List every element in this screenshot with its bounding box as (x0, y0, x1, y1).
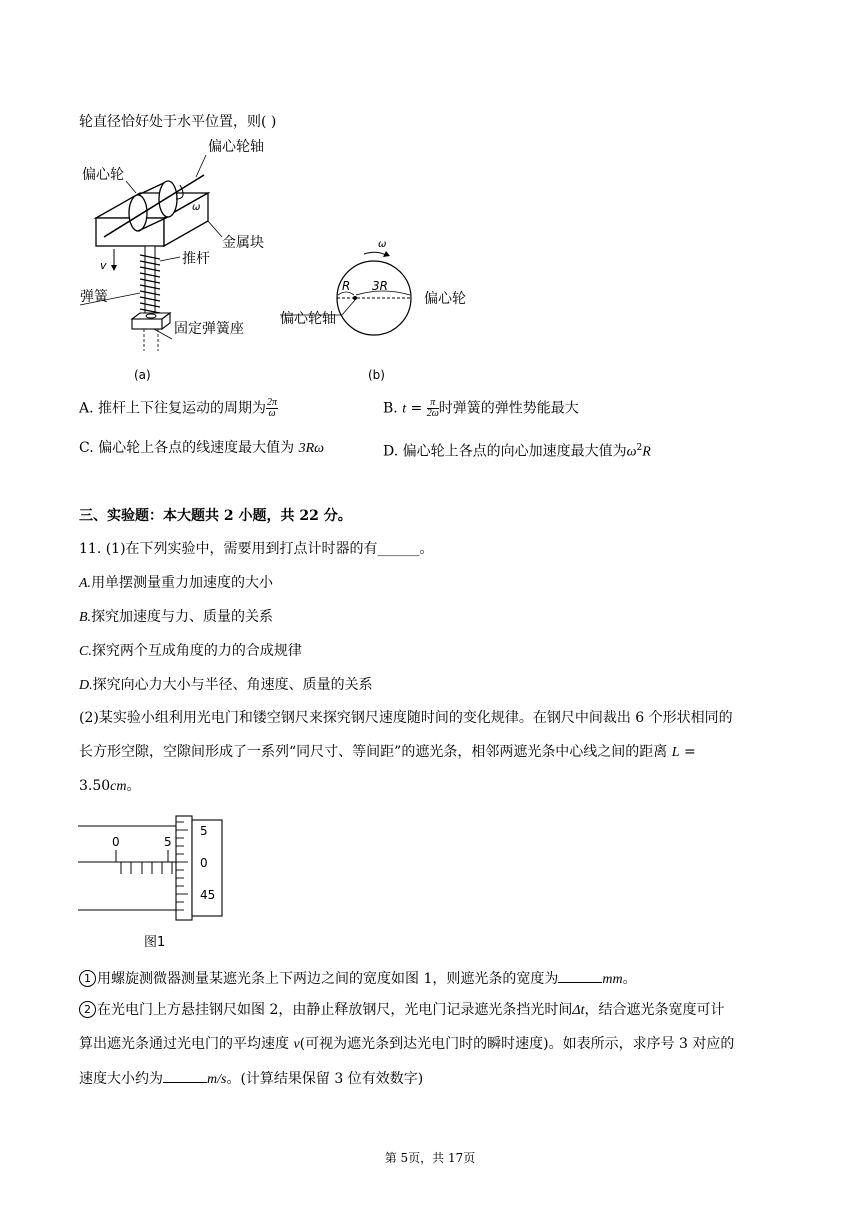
section-3-heading: 三、实验题：本大题共 2 小题，共 22 分。 (79, 508, 352, 524)
figure-a-eccentric-wheel-apparatus (76, 133, 296, 383)
fig-b-label-wheel: 偏心轮 (424, 291, 466, 307)
fig-a-label-rod: 推杆 (182, 251, 210, 267)
option-d-r: R (642, 444, 651, 460)
sub2-line1-end: ，结合遮光条宽度可计 (584, 1002, 725, 1018)
question-10-stem-tail: 轮直径恰好处于水平位置，则( ) (79, 114, 277, 130)
fig-b-label-axle: 偏心轮轴 (280, 311, 336, 327)
fig1-thimble-5: 5 (200, 824, 208, 838)
sub-question-2-line2 (79, 1034, 734, 1055)
circle-number-1: 1 (79, 970, 96, 987)
fig1-caption: 图1 (144, 935, 166, 950)
choice-c (79, 641, 302, 662)
option-c-text: C. 偏心轮上各点的线速度最大值为 (79, 440, 299, 456)
answer-blank-width[interactable] (558, 968, 602, 983)
fig-a-v: v (100, 259, 107, 272)
choice-a-letter: A. (79, 576, 92, 591)
option-b-text: 时弹簧的弹性势能最大 (438, 400, 579, 417)
choice-b-text: 探究加速度与力、质量的关系 (91, 609, 274, 625)
figure-b-wheel-cross-section (276, 233, 496, 383)
choice-b (79, 607, 273, 628)
choice-d-text: 探究向心力大小与半径、角速度、质量的关系 (92, 677, 373, 693)
fig-a-label-seat: 固定弹簧座 (174, 321, 244, 337)
part2-L: L (671, 745, 680, 760)
sub2-line1-text: 在光电门上方悬挂钢尺如图 2，由静止释放钢尺，光电门记录遮光条挡光时间 (97, 1002, 573, 1018)
sub1-text: 用螺旋测微器测量某遮光条上下两边之间的宽度如图 1，则遮光条的宽度为 (97, 971, 559, 987)
part2-unit: cm (110, 779, 127, 794)
option-a-den: ω (268, 408, 276, 419)
fig-b-omega: ω (378, 239, 387, 250)
fig-a-label-wheel: 偏心轮 (82, 167, 124, 183)
sub2-line2-text: 算出遮光条通过光电门的平均速度 (79, 1036, 294, 1052)
figure-1-micrometer (76, 814, 236, 954)
question-11-part1: 11. (1)在下列实验中，需要用到打点计时器的有______。 (79, 541, 434, 557)
option-b-prefix: B. (383, 400, 403, 417)
sub2-line2-end: (可视为遮光条到达光电门时的瞬时速度)。如表所示，求序号 3 对应的 (299, 1036, 735, 1052)
option-b-den: 2ω (426, 408, 439, 419)
fig-b-3r: 3R (372, 279, 388, 293)
question-11-part2-line1: (2)某实验小组利用光电门和镂空钢尺来探究钢尺速度随时间的变化规律。在钢尺中间裁出 6 个形状相同的 (79, 710, 733, 726)
choice-b-letter: B. (79, 610, 92, 625)
option-c (79, 438, 324, 459)
option-d-text: D. 偏心轮上各点的向心加速度最大值为 (383, 443, 627, 460)
option-b-t: t (402, 401, 407, 417)
part2-eq: = (679, 744, 696, 760)
sub2-delta-t: Δt (572, 1003, 585, 1018)
part2-end: 。 (126, 778, 141, 794)
choice-a-text: 用单摆测量重力加速度的大小 (91, 575, 274, 591)
answer-blank-speed[interactable] (163, 1068, 207, 1083)
question-11-part2-line2 (79, 742, 696, 763)
part2-line2-text: 长方形空隙，空隙间形成了一系列“同尺寸、等间距”的遮光条，相邻两遮光条中心线之间的距离 (79, 744, 672, 760)
option-d-omega: ω (626, 444, 637, 460)
fig-b-r: R (342, 279, 351, 293)
fig-a-omega: ω (192, 202, 201, 213)
fig-a-label-block: 金属块 (222, 235, 264, 251)
page-footer: 第 5页，共 17页 (384, 1151, 476, 1165)
choice-a (79, 573, 273, 594)
sub-question-2-line3 (79, 1068, 423, 1090)
sub1-unit: mm (602, 972, 623, 987)
option-b (383, 398, 579, 420)
fig1-thimble-0: 0 (200, 856, 208, 870)
choice-d-letter: D. (79, 678, 93, 693)
option-a (79, 398, 278, 419)
sub2-v: v (293, 1037, 300, 1052)
sub-question-1 (79, 968, 637, 990)
option-a-fraction (266, 398, 278, 419)
choice-d (79, 675, 373, 696)
option-a-text: A. 推杆上下往复运动的周期为 (79, 400, 267, 417)
option-c-math: 3Rω (298, 441, 325, 456)
choice-c-letter: C. (79, 644, 92, 659)
option-b-num: π (427, 398, 439, 409)
option-d-sup: 2 (636, 443, 643, 453)
fig-a-label-axle: 偏心轮轴 (208, 139, 264, 155)
part2-value: 3.50 (79, 778, 111, 794)
fig1-thimble-45: 45 (200, 888, 216, 902)
sub-question-2-line1 (79, 1000, 724, 1021)
fig-a-caption: (a) (134, 368, 151, 382)
sub2-unit: m/s (207, 1072, 227, 1087)
fig-a-label-spring: 弹簧 (80, 289, 108, 305)
question-11-part2-line3 (79, 776, 141, 797)
fig-b-caption: (b) (368, 368, 385, 382)
sub1-end: 。 (622, 971, 637, 987)
fig1-scale-0: 0 (112, 835, 120, 849)
option-b-fraction (427, 398, 439, 419)
circle-number-2: 2 (79, 1001, 96, 1018)
option-a-num: 2π (267, 397, 278, 408)
choice-c-text: 探究两个互成角度的力的合成规律 (91, 643, 302, 659)
fig1-scale-5: 5 (164, 835, 172, 849)
option-b-eq: = (406, 400, 427, 417)
option-d (383, 438, 651, 463)
sub2-line3-text: 速度大小约为 (79, 1071, 163, 1087)
sub2-line3-end: 。(计算结果保留 3 位有效数字) (226, 1071, 424, 1087)
